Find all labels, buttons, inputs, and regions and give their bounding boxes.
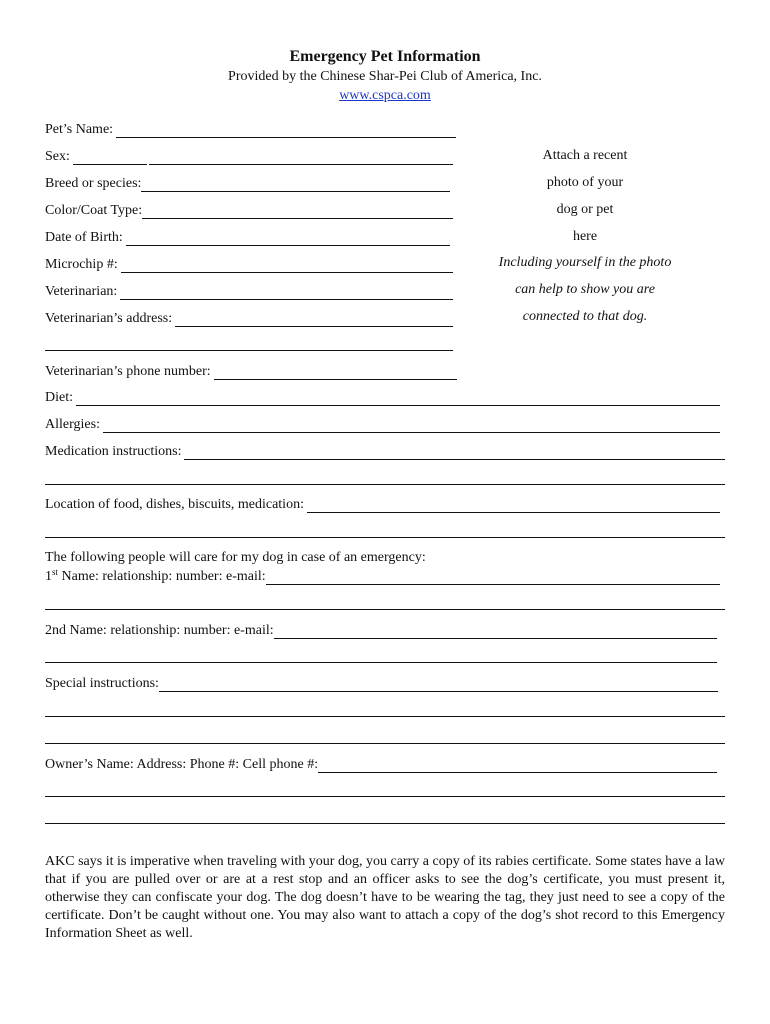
- owner-line-2[interactable]: [45, 796, 725, 797]
- photo-note-line-1: Including yourself in the photo: [498, 255, 672, 270]
- sex-line-extension[interactable]: [149, 151, 453, 165]
- breed-label: Breed or species:: [45, 176, 142, 191]
- owner-field[interactable]: [45, 755, 717, 773]
- vet-address-line-2[interactable]: [45, 350, 453, 351]
- medication-field[interactable]: [45, 442, 725, 460]
- owner-line[interactable]: [318, 759, 619, 773]
- color-field[interactable]: [45, 201, 453, 219]
- akc-rabies-note: AKC says it is imperative when traveling with your dog, you carry a copy of its rabies certificate. Some states have a law that if you are pulled over or are at a rest stop and an officer asks to see the dog’s certificate, you must present it, otherwise they can confiscate your dog. The dog doesn’t have to be wearing the tag, they just need to see a copy of the certificate. Don’t be caught without one. You may also want to attach a copy of the dog’s shot record to this Emergency Information Sheet as well.: [45, 854, 725, 941]
- owner-label: Owner’s Name: Address: Phone #: Cell phone #:: [45, 757, 319, 772]
- page-subtitle: Provided by the Chinese Shar-Pei Club of America, Inc.: [228, 69, 542, 84]
- allergies-field[interactable]: [45, 415, 720, 433]
- vet-address-line-extension[interactable]: [378, 313, 453, 327]
- photo-instruction-line-2: photo of your: [546, 175, 624, 190]
- special-instructions-line[interactable]: [159, 678, 718, 692]
- medication-line[interactable]: [184, 446, 725, 460]
- photo-note-line-2: can help to show you are: [515, 282, 655, 297]
- owner-line-extension[interactable]: [619, 759, 717, 773]
- breed-line[interactable]: [141, 178, 450, 192]
- pets-name-field[interactable]: [45, 120, 456, 138]
- location-label: Location of food, dishes, biscuits, medication:: [45, 497, 304, 512]
- breed-field[interactable]: [45, 174, 450, 192]
- microchip-line[interactable]: [121, 259, 453, 273]
- vet-address-label: Veterinarian’s address:: [45, 311, 173, 326]
- first-contact-text: Name: relationship: number: e-mail:: [58, 569, 266, 584]
- location-line-2[interactable]: [45, 537, 725, 538]
- club-website-link[interactable]: www.cspca.com: [339, 88, 431, 103]
- vet-phone-field[interactable]: [45, 362, 457, 380]
- photo-instruction-line-1: Attach a recent: [542, 148, 628, 163]
- pets-name-line-extension[interactable]: [390, 124, 456, 138]
- microchip-label: Microchip #:: [45, 257, 118, 272]
- vet-line[interactable]: [120, 286, 453, 300]
- vet-label: Veterinarian:: [45, 284, 118, 299]
- page-title: Emergency Pet Information: [289, 48, 481, 65]
- first-contact-number: 1: [45, 569, 52, 584]
- vet-address-field[interactable]: [45, 309, 453, 327]
- microchip-field[interactable]: [45, 255, 453, 273]
- diet-label: Diet:: [45, 390, 73, 405]
- vet-address-line[interactable]: [175, 313, 378, 327]
- second-contact-line-2[interactable]: [45, 662, 717, 663]
- special-instructions-field[interactable]: [45, 674, 718, 692]
- special-instructions-line-2[interactable]: [45, 716, 725, 717]
- vet-field[interactable]: [45, 282, 453, 300]
- allergies-label: Allergies:: [45, 417, 100, 432]
- special-instructions-label: Special instructions:: [45, 676, 159, 691]
- dob-field[interactable]: [45, 228, 450, 246]
- pets-name-label: Pet’s Name:: [45, 122, 114, 137]
- dob-label: Date of Birth:: [45, 230, 123, 245]
- second-contact-label: 2nd Name: relationship: number: e-mail:: [45, 623, 274, 638]
- first-contact-line-2[interactable]: [45, 609, 725, 610]
- diet-field[interactable]: [45, 388, 720, 406]
- photo-instruction-line-3: dog or pet: [556, 202, 614, 217]
- location-line[interactable]: [307, 499, 720, 513]
- vet-phone-line-extension[interactable]: [372, 366, 457, 380]
- allergies-line[interactable]: [103, 419, 720, 433]
- second-contact-line[interactable]: [274, 625, 717, 639]
- first-contact-ordinal: st: [52, 567, 59, 577]
- pets-name-line[interactable]: [116, 124, 390, 138]
- owner-line-3[interactable]: [45, 823, 725, 824]
- first-contact-label: [45, 569, 266, 585]
- special-instructions-line-3[interactable]: [45, 743, 725, 744]
- color-line[interactable]: [142, 205, 453, 219]
- photo-note-line-3: connected to that dog.: [522, 309, 648, 324]
- location-field[interactable]: [45, 495, 720, 513]
- vet-phone-line[interactable]: [214, 366, 372, 380]
- diet-line[interactable]: [76, 392, 720, 406]
- first-contact-line[interactable]: [266, 571, 720, 585]
- medication-line-2[interactable]: [45, 484, 725, 485]
- medication-label: Medication instructions:: [45, 444, 182, 459]
- caretakers-intro: The following people will care for my dog in case of an emergency:: [45, 550, 426, 565]
- color-label: Color/Coat Type:: [45, 203, 143, 218]
- dob-line[interactable]: [126, 232, 450, 246]
- sex-field[interactable]: [45, 147, 453, 165]
- first-contact-field[interactable]: [45, 567, 720, 585]
- sex-line[interactable]: [73, 151, 147, 165]
- second-contact-field[interactable]: [45, 621, 717, 639]
- vet-phone-label: Veterinarian’s phone number:: [45, 364, 211, 379]
- sex-label: Sex:: [45, 149, 70, 164]
- photo-instruction-line-4: here: [572, 229, 598, 244]
